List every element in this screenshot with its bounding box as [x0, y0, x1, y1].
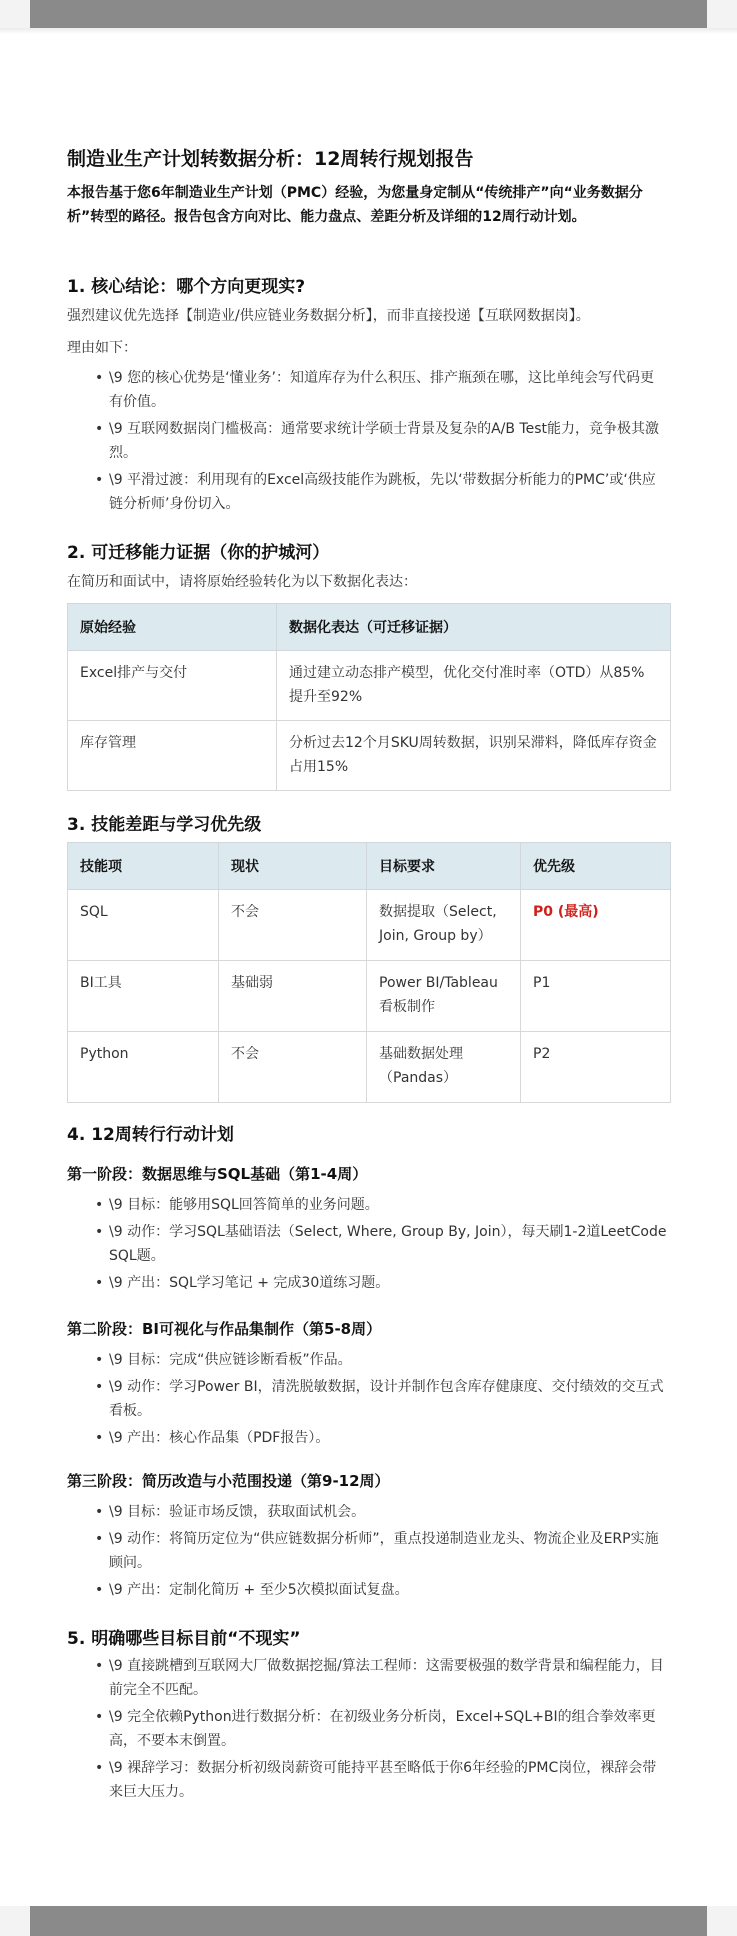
phase2-bullets [95, 1348, 667, 1453]
column-header: 原始经验 [68, 604, 277, 651]
section2-text: 在简历和面试中，请将原始经验转化为以下数据化表达： [67, 574, 417, 590]
list-item: • \9 产出：核心作品集（PDF报告）。 [95, 1430, 330, 1446]
table-cell: 通过建立动态排产模型，优化交付准时率（OTD）从85%提升至92% [277, 651, 671, 721]
table-header-row [68, 604, 671, 651]
list-item: • \9 互联网数据岗门槛极高：通常要求统计学硕士背景及复杂的A/B Test能力，竞争极其激烈。 [95, 421, 659, 461]
table-cell: 基础数据处理（Pandas） [367, 1032, 521, 1103]
list-item: • \9 裸辞学习：数据分析初级岗薪资可能持平甚至略低于你6年经验的PMC岗位，裸辞会带来巨大压力。 [95, 1760, 657, 1800]
list-item: • \9 产出：定制化简历 + 至少5次模拟面试复盘。 [95, 1582, 409, 1598]
list-item: • \9 动作：将简历定位为“供应链数据分析师”，重点投递制造业龙头、物流企业及ERP实施顾问。 [95, 1531, 659, 1571]
column-header: 现状 [219, 843, 367, 890]
table-row [68, 890, 671, 961]
evidence-table [67, 603, 671, 791]
list-item: • \9 动作：学习Power BI，清洗脱敏数据，设计并制作包含库存健康度、交付绩效的交互式看板。 [95, 1379, 664, 1419]
table-row [68, 1032, 671, 1103]
table-cell: Power BI/Tableau看板制作 [367, 961, 521, 1032]
table-cell: 分析过去12个月SKU周转数据，识别呆滞料，降低库存资金占用15% [277, 721, 671, 791]
table-cell: P2 [521, 1032, 671, 1103]
column-header: 技能项 [68, 843, 219, 890]
section1-text2: 理由如下： [67, 340, 137, 356]
table-row [68, 961, 671, 1032]
table-cell: Python [68, 1032, 219, 1103]
table-cell: 库存管理 [68, 721, 277, 791]
phase1-heading: 第一阶段：数据思维与SQL基础（第1-4周） [67, 1165, 368, 1183]
section1-heading: 1. 核心结论：哪个方向更现实? [67, 277, 306, 297]
table-cell: Excel排产与交付 [68, 651, 277, 721]
table-cell: 数据提取（Select, Join, Group by） [367, 890, 521, 961]
section1-bullets [95, 366, 667, 519]
table-row [68, 651, 671, 721]
phase3-bullets [95, 1500, 667, 1605]
list-item: • \9 平滑过渡：利用现有的Excel高级技能作为跳板，先以‘带数据分析能力的PMC’或‘供应链分析师’身份切入。 [95, 472, 656, 512]
list-item: • \9 动作：学习SQL基础语法（Select, Where, Group By, Join），每天刷1-2道LeetCode SQL题。 [95, 1224, 667, 1264]
report-title: 制造业生产计划转数据分析：12周转行规划报告 [67, 148, 474, 170]
table-cell: 不会 [219, 1032, 367, 1103]
skills-gap-table [67, 842, 671, 1103]
section5-heading: 5. 明确哪些目标目前“不现实” [67, 1629, 301, 1649]
phase1-bullets [95, 1193, 667, 1298]
section4-heading: 4. 12周转行行动计划 [67, 1125, 234, 1145]
phase2-heading: 第二阶段：BI可视化与作品集制作（第5-8周） [67, 1320, 382, 1338]
section1-text1: 强烈建议优先选择【制造业/供应链业务数据分析】，而非直接投递【互联网数据岗】。 [67, 308, 590, 324]
table-header-row [68, 843, 671, 890]
table-cell: BI工具 [68, 961, 219, 1032]
table-cell: 基础弱 [219, 961, 367, 1032]
column-header: 数据化表达（可迁移证据） [277, 604, 671, 651]
report-intro: 本报告基于您6年制造业生产计划（PMC）经验，为您量身定制从“传统排产”向“业务数据分析”转型的路径。报告包含方向对比、能力盘点、差距分析及详细的12周行动计划。 [67, 185, 643, 225]
list-item: • \9 目标：能够用SQL回答简单的业务问题。 [95, 1197, 379, 1213]
section5-bullets [95, 1654, 667, 1807]
table-cell: SQL [68, 890, 219, 961]
column-header: 目标要求 [367, 843, 521, 890]
list-item: • \9 目标：完成“供应链诊断看板”作品。 [95, 1352, 352, 1368]
table-row [68, 721, 671, 791]
list-item: • \9 您的核心优势是‘懂业务’：知道库存为什么积压、排产瓶颈在哪，这比单纯会写代码更有价值。 [95, 370, 654, 410]
viewer-top-bar [0, 0, 737, 28]
phase3-heading: 第三阶段：简历改造与小范围投递（第9-12周） [67, 1472, 390, 1490]
priority-badge: P0 (最高) [521, 890, 671, 961]
table-cell: 不会 [219, 890, 367, 961]
table-cell: P1 [521, 961, 671, 1032]
list-item: • \9 目标：验证市场反馈，获取面试机会。 [95, 1504, 366, 1520]
section3-heading: 3. 技能差距与学习优先级 [67, 815, 262, 835]
list-item: • \9 完全依赖Python进行数据分析：在初级业务分析岗，Excel+SQL+BI的组合拳效率更高，不要本末倒置。 [95, 1709, 656, 1749]
list-item: • \9 直接跳槽到互联网大厂做数据挖掘/算法工程师：这需要极强的数学背景和编程能力，目前完全不匹配。 [95, 1658, 664, 1698]
column-header: 优先级 [521, 843, 671, 890]
viewer-bottom-bar [0, 1906, 737, 1936]
list-item: • \9 产出：SQL学习笔记 + 完成30道练习题。 [95, 1275, 390, 1291]
section2-heading: 2. 可迁移能力证据（你的护城河） [67, 543, 330, 563]
